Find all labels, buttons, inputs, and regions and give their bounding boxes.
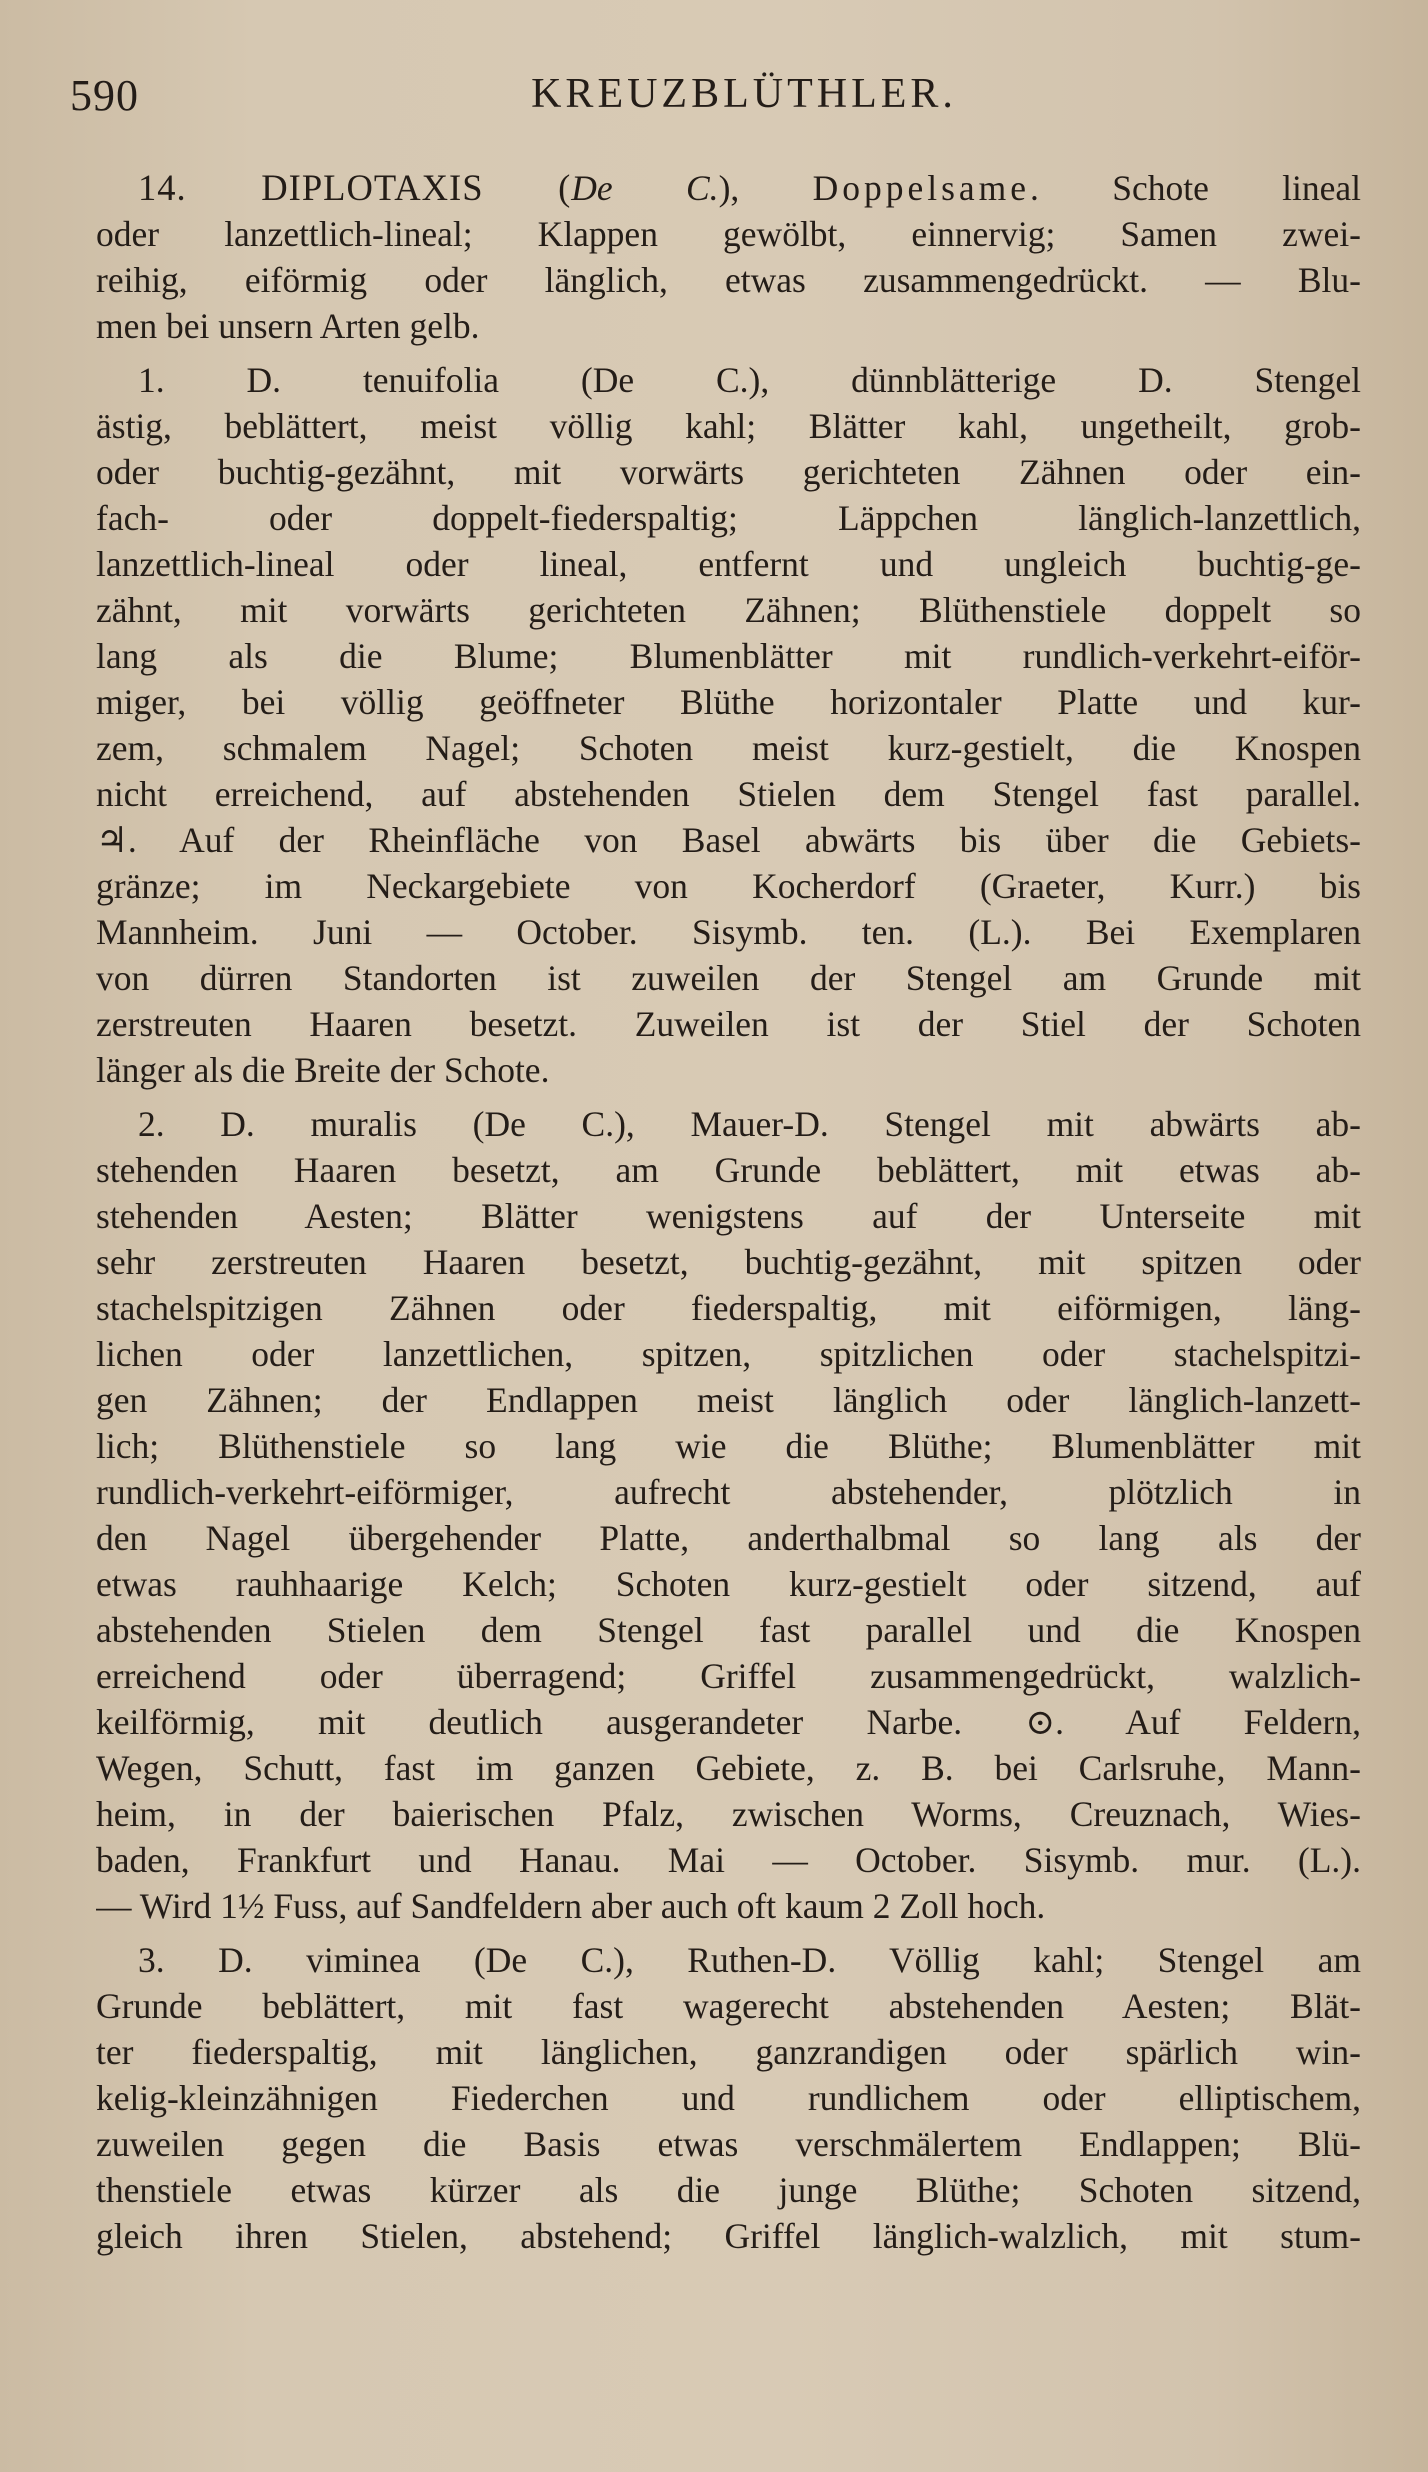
species-paragraph [96,357,1361,1093]
text-line: von dürren Standorten ist zuweilen der Stengel am Grunde mit [96,958,1361,998]
text-line: thenstiele etwas kürzer als die junge Blüthe; Schoten sitzend, [96,2170,1361,2210]
text-line: baden, Frankfurt und Hanau. Mai — October. Sisymb. mur. (L.). [96,1840,1361,1880]
text-line: ♃. Auf der Rheinfläche von Basel abwärts bis über die Gebiets- [96,820,1361,860]
text-line: miger, bei völlig geöffneter Blüthe horizontaler Platte und kur- [96,682,1361,722]
text-line: lichen oder lanzettlichen, spitzen, spitzlichen oder stachelspitzi- [96,1334,1361,1374]
text-line: abstehenden Stielen dem Stengel fast parallel und die Knospen [96,1610,1361,1650]
running-title: KREUZBLÜTHLER. [531,71,957,117]
text-line: rundlich-verkehrt-eiförmiger, aufrecht abstehender, plötzlich in [96,1472,1361,1512]
text-line: nicht erreichend, auf abstehenden Stielen dem Stengel fast parallel. [96,774,1361,814]
text-line: etwas rauhhaarige Kelch; Schoten kurz-gestielt oder sitzend, auf [96,1564,1361,1604]
text-line: kelig-kleinzähnigen Fiederchen und rundlichem oder elliptischem, [96,2078,1361,2118]
text-line: zuweilen gegen die Basis etwas verschmälertem Endlappen; Blü- [96,2124,1361,2164]
text-line: stachelspitzigen Zähnen oder fiederspaltig, mit eiförmigen, läng- [96,1288,1361,1328]
text-line: — Wird 1½ Fuss, auf Sandfeldern aber auch oft kaum 2 Zoll hoch. [96,1886,1046,1926]
text-line: 14. DIPLOTAXIS (De C.), Doppelsame. Schote lineal [138,167,1361,208]
text-line: oder lanzettlich-lineal; Klappen gewölbt, einnervig; Samen zwei- [96,214,1361,254]
text-line: keilförmig, mit deutlich ausgerandeter Narbe. ⊙. Auf Feldern, [96,1702,1361,1742]
species-paragraph [96,1101,1361,1929]
text-line: men bei unsern Arten gelb. [96,306,480,346]
page-number: 590 [70,71,139,120]
text-line: reihig, eiförmig oder länglich, etwas zusammengedrückt. — Blu- [96,260,1361,300]
text-line: lang als die Blume; Blumenblätter mit rundlich-verkehrt-eiför- [96,636,1361,676]
text-line: Grunde beblättert, mit fast wagerecht abstehenden Aesten; Blät- [96,1986,1361,2026]
text-line: 3. D. viminea (De C.), Ruthen-D. Völlig kahl; Stengel am [138,1940,1361,1980]
genus-paragraph [96,165,1361,349]
text-line: den Nagel übergehender Platte, anderthalbmal so lang als der [96,1518,1361,1558]
text-line: gen Zähnen; der Endlappen meist länglich oder länglich-lanzett- [96,1380,1361,1420]
page-header [70,70,1358,130]
text-line: Mannheim. Juni — October. Sisymb. ten. (L.). Bei Exemplaren [96,912,1361,952]
text-line: gränze; im Neckargebiete von Kocherdorf (Graeter, Kurr.) bis [96,866,1361,906]
text-line: 2. D. muralis (De C.), Mauer-D. Stengel mit abwärts ab- [138,1104,1361,1144]
text-line: zerstreuten Haaren besetzt. Zuweilen ist der Stiel der Schoten [96,1004,1361,1044]
text-line: erreichend oder überragend; Griffel zusammengedrückt, walzlich- [96,1656,1361,1696]
text-line: 1. D. tenuifolia (De C.), dünnblätterige D. Stengel [138,360,1361,400]
text-line: lanzettlich-lineal oder lineal, entfernt und ungleich buchtig-ge- [96,544,1361,584]
text-line: fach- oder doppelt-fiederspaltig; Läppchen länglich-lanzettlich, [96,498,1361,538]
text-line: zem, schmalem Nagel; Schoten meist kurz-gestielt, die Knospen [96,728,1361,768]
text-line: stehenden Haaren besetzt, am Grunde beblättert, mit etwas ab- [96,1150,1361,1190]
text-line: ästig, beblättert, meist völlig kahl; Blätter kahl, ungetheilt, grob- [96,406,1361,446]
text-line: länger als die Breite der Schote. [96,1050,550,1090]
text-line: zähnt, mit vorwärts gerichteten Zähnen; Blüthenstiele doppelt so [96,590,1361,630]
text-line: gleich ihren Stielen, abstehend; Griffel länglich-walzlich, mit stum- [96,2216,1361,2256]
text-line: sehr zerstreuten Haaren besetzt, buchtig-gezähnt, mit spitzen oder [96,1242,1361,1282]
text-line: heim, in der baierischen Pfalz, zwischen Worms, Creuznach, Wies- [96,1794,1361,1834]
text-body [96,165,1361,2267]
text-line: ter fiederspaltig, mit länglichen, ganzrandigen oder spärlich win- [96,2032,1361,2072]
text-line: lich; Blüthenstiele so lang wie die Blüthe; Blumenblätter mit [96,1426,1361,1466]
text-line: oder buchtig-gezähnt, mit vorwärts gerichteten Zähnen oder ein- [96,452,1361,492]
species-paragraph [96,1937,1361,2259]
text-line: stehenden Aesten; Blätter wenigstens auf der Unterseite mit [96,1196,1361,1236]
text-line: Wegen, Schutt, fast im ganzen Gebiete, z. B. bei Carlsruhe, Mann- [96,1748,1361,1788]
